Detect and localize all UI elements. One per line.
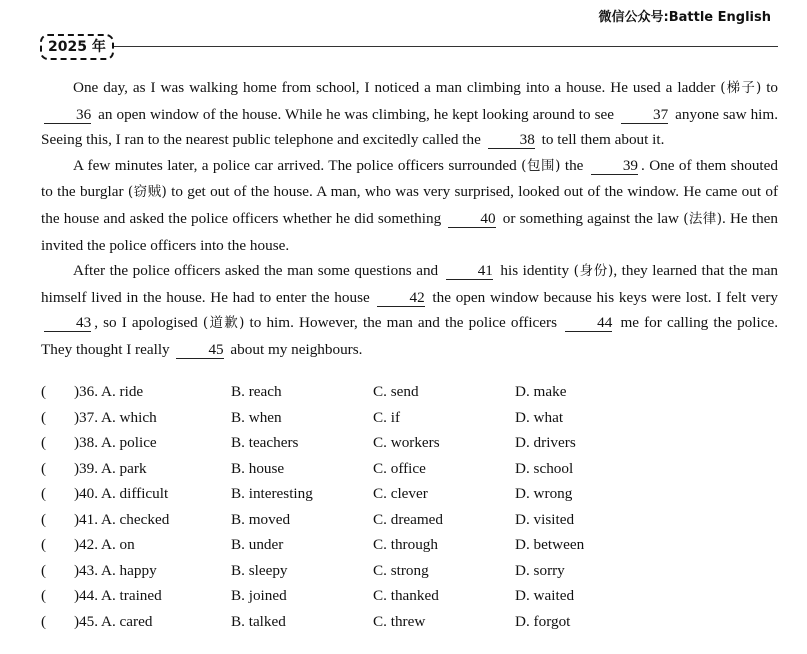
question-row-42 [41,532,661,558]
option-c[interactable]: C. if [373,408,401,426]
option-b[interactable]: B. interesting [231,485,313,502]
option-a[interactable]: )45. A. cared [74,612,153,630]
question-options [41,379,661,634]
text: One day, as I was walking home from school, I noticed a man climbing into a house. He used a ladder [73,79,716,96]
option-b[interactable]: B. teachers [231,434,299,451]
chinese-gloss: (身份) [573,263,614,280]
question-row-44 [41,583,661,609]
option-c[interactable]: C. dreamed [373,510,444,528]
question-row-37 [41,405,661,431]
option-a[interactable]: )44. A. trained [74,587,162,604]
blank-44[interactable]: 44 [565,314,612,332]
text: the [564,156,584,174]
text: to him. However, the man and the police officers [249,314,557,332]
answer-paren[interactable]: ( [41,510,47,528]
question-row-36 [41,379,661,405]
option-a[interactable]: )39. A. park [74,459,147,477]
answer-paren[interactable]: ( [41,612,47,630]
option-d[interactable]: D. between [515,536,585,553]
text: the open window because his keys were lost. I felt very [432,288,779,306]
text: . He then invited the police officers into the house. [41,209,779,254]
blank-37[interactable]: 37 [621,106,668,124]
chinese-gloss: (梯子) [720,80,762,96]
year-badge: 2025 年 [40,34,114,60]
blank-36[interactable]: 36 [44,106,91,124]
text: about my neighbours. [230,340,363,358]
option-c[interactable]: C. threw [373,612,426,630]
option-d[interactable]: D. drivers [515,434,576,451]
header-divider [114,46,778,47]
option-a[interactable]: )37. A. which [74,408,157,426]
wechat-account-label: 微信公众号:Battle English [598,10,771,25]
option-c[interactable]: C. through [373,536,438,553]
text: , they learned that the man himself lived in the house. He had to enter the house [41,262,779,306]
option-b[interactable]: B. joined [231,587,287,604]
question-row-43 [41,558,661,584]
section-header [40,34,778,62]
answer-paren[interactable]: ( [41,434,47,451]
blank-41[interactable]: 41 [446,262,493,280]
chinese-gloss: (包围) [521,157,561,174]
option-a[interactable]: )43. A. happy [74,561,157,579]
blank-42[interactable]: 42 [377,289,424,307]
chinese-gloss: (道歉) [202,315,245,332]
option-c[interactable]: C. thanked [373,587,439,604]
answer-paren[interactable]: ( [41,536,47,553]
option-d[interactable]: D. sorry [515,561,565,579]
cloze-passage [41,75,778,363]
option-a[interactable]: )42. A. on [74,536,135,553]
text: me for calling the police. They thought I really [41,314,778,358]
answer-paren[interactable]: ( [41,561,47,579]
chinese-gloss: (法律) [683,210,722,227]
chinese-gloss: (窃贼) [127,184,167,201]
answer-paren[interactable]: ( [41,485,47,502]
text: anyone saw him. Seeing this, I ran to the nearest public telephone and excitedly called the [41,105,779,149]
paragraph-3 [41,258,778,362]
text: , so I apologised [94,314,198,332]
question-row-38 [41,430,661,456]
blank-43[interactable]: 43 [44,314,91,332]
option-a[interactable]: )36. A. ride [74,383,144,400]
option-d[interactable]: D. school [515,459,574,477]
option-b[interactable]: B. talked [231,612,286,630]
text: or something against the law [502,209,680,227]
option-d[interactable]: D. visited [515,510,575,528]
option-b[interactable]: B. under [231,536,284,553]
option-b[interactable]: B. moved [231,510,291,528]
text: his identity [500,262,570,280]
answer-paren[interactable]: ( [41,459,47,477]
blank-45[interactable]: 45 [176,341,223,359]
option-c[interactable]: C. office [373,459,426,477]
option-d[interactable]: D. waited [515,587,575,604]
question-row-45 [41,609,661,635]
answer-paren[interactable]: ( [41,383,47,400]
text: to [766,79,779,96]
answer-paren[interactable]: ( [41,587,47,604]
blank-38[interactable]: 38 [488,131,535,149]
question-row-40 [41,481,661,507]
blank-40[interactable]: 40 [448,210,495,228]
option-b[interactable]: B. reach [231,383,282,400]
paragraph-2 [41,153,778,258]
option-c[interactable]: C. send [373,383,419,400]
question-row-41 [41,507,661,533]
option-a[interactable]: )41. A. checked [74,510,170,528]
text: . One of them shouted to the burglar [41,156,778,201]
option-d[interactable]: D. what [515,408,564,426]
option-a[interactable]: )38. A. police [74,434,157,451]
option-d[interactable]: D. make [515,383,567,400]
text: an open window of the house. While he was climbing, he kept looking around to see [98,105,614,123]
option-c[interactable]: C. strong [373,561,429,579]
option-c[interactable]: C. clever [373,485,428,502]
text: to get out of the house. A man, who was very surprised, looked out of the window. He came out of the house and asked the police officers whether he did something [41,183,779,227]
option-c[interactable]: C. workers [373,434,440,451]
answer-paren[interactable]: ( [41,408,47,426]
blank-39[interactable]: 39 [591,157,638,175]
option-b[interactable]: B. house [231,459,285,477]
option-a[interactable]: )40. A. difficult [74,485,169,502]
paragraph-1 [41,75,778,153]
option-b[interactable]: B. when [231,408,282,426]
text: to tell them about it. [541,131,665,149]
text: After the police officers asked the man some questions and [73,262,439,280]
question-row-39 [41,456,661,482]
text: A few minutes later, a police car arrived. The police officers surrounded [73,156,517,174]
option-d[interactable]: D. wrong [515,485,573,502]
option-d[interactable]: D. forgot [515,612,571,630]
option-b[interactable]: B. sleepy [231,561,288,579]
